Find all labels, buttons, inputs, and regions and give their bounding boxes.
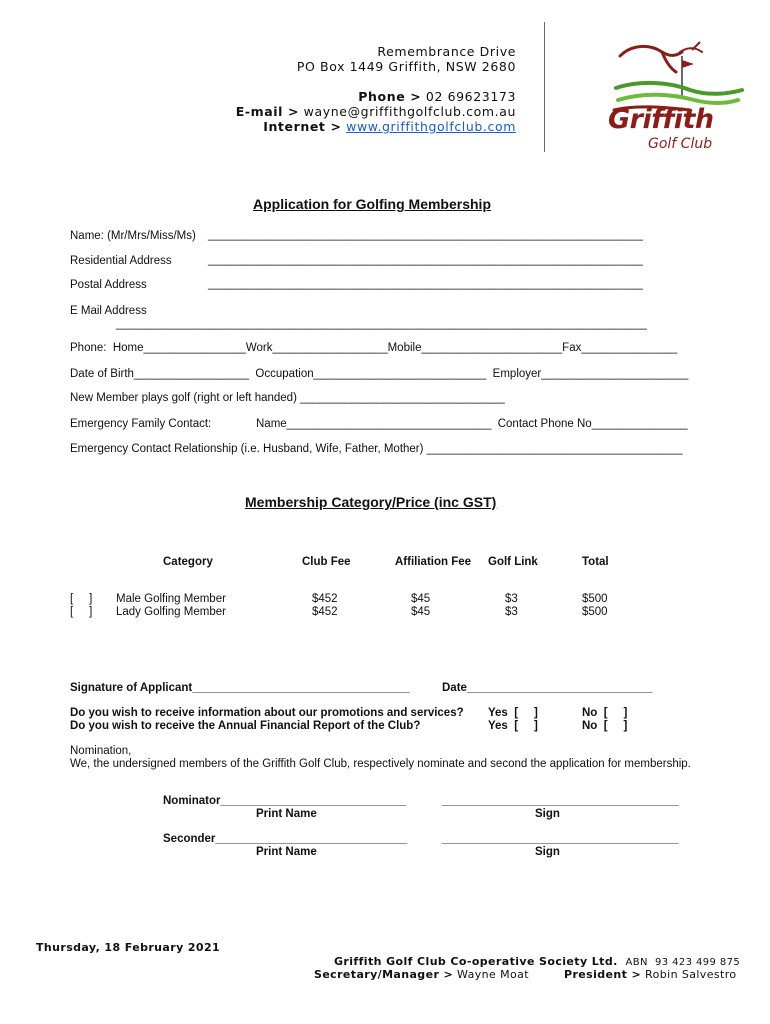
header-golf-link: Golf Link [488,556,538,568]
footer-org: Griffith Golf Club Co-operative Society Ltd. [334,955,618,968]
residential-label: Residential Address [70,255,172,267]
row-category: Male Golfing Member [116,593,226,605]
email-label: E-mail > [235,104,300,119]
nomination-text: We, the undersigned members of the Griffith Golf Club, respectively nominate and second the application for membership. [70,758,691,770]
internet-label: Internet > [263,119,342,134]
row-checkbox[interactable]: [ ] [70,593,93,605]
header-divider [544,22,545,152]
promotions-yes[interactable]: Yes [ ] [488,707,538,719]
row-golf-link: $3 [505,606,518,618]
logo-brand-text: Griffith [608,104,714,135]
email-line [236,104,516,119]
applicant-signature[interactable]: Signature of Applicant__________________________________ [70,682,410,694]
plays-golf-row[interactable]: New Member plays golf (right or left handed) ________________________________ [70,392,505,404]
email-label-field: E Mail Address [70,305,147,317]
postal-label: Postal Address [70,279,147,291]
seconder-sign-field[interactable]: _____________________________________ [442,833,679,845]
nomination-heading: Nomination, [70,745,132,757]
promotions-no[interactable]: No [ ] [582,707,628,719]
report-question: Do you wish to receive the Annual Financial Report of the Club? [70,720,421,732]
footer-date: Thursday, 18 February 2021 [36,941,221,954]
row-affiliation-fee: $45 [411,593,431,605]
date-field[interactable]: Date_____________________________ [442,682,653,694]
row-golf-link: $3 [505,593,518,605]
email-value[interactable]: wayne@griffithgolfclub.com.au [303,104,516,119]
email-field[interactable]: ___________________________________________________________________________________ [116,318,647,330]
nominator-sign-field[interactable]: _____________________________________ [442,795,679,807]
emergency-label: Emergency Family Contact: [70,418,212,430]
promotions-question: Do you wish to receive information about our promotions and services? [70,707,464,719]
internet-line [263,119,516,134]
row-club-fee: $452 [312,606,338,618]
row-category: Lady Golfing Member [116,606,226,618]
seconder-sign-label: Sign [535,846,560,858]
phone-value: 02 69623173 [425,89,516,104]
dob-row[interactable]: Date of Birth__________________ Occupation___________________________ Employer_______________________ [70,368,689,380]
footer-president-label: President > [564,968,642,981]
report-no[interactable]: No [ ] [582,720,628,732]
footer-abn: ABN 93 423 499 875 [625,957,741,968]
footer-secretary [314,968,529,981]
phone-row[interactable]: Phone: Home________________Work__________________Mobile______________________Fax_______________ [70,342,678,354]
emergency-name-row[interactable]: Name________________________________ Contact Phone No_______________ [256,418,688,430]
header-club-fee: Club Fee [302,556,351,568]
header-total: Total [582,556,609,568]
phone-line [358,89,516,104]
row-checkbox[interactable]: [ ] [70,606,93,618]
seconder-field[interactable]: Seconder______________________________ [163,833,408,845]
website-link[interactable]: www.griffithgolfclub.com [346,119,516,134]
nominator-sign-label: Sign [535,808,560,820]
row-total: $500 [582,593,608,605]
nominator-print-name-label: Print Name [256,808,317,820]
footer-org-line [334,955,740,968]
footer-secretary-label: Secretary/Manager > [314,968,454,981]
header-affiliation-fee: Affiliation Fee [395,556,472,568]
report-yes[interactable]: Yes [ ] [488,720,538,732]
name-label: Name: (Mr/Mrs/Miss/Ms) [70,230,196,242]
footer-secretary-name: Wayne Moat [457,968,529,981]
address-line-2: PO Box 1449 Griffith, NSW 2680 [296,59,516,74]
residential-field[interactable]: ____________________________________________________________________ [208,254,643,266]
row-total: $500 [582,606,608,618]
griffith-logo [604,26,744,156]
category-title: Membership Category/Price (inc GST) [245,494,497,510]
postal-field[interactable]: ____________________________________________________________________ [208,278,643,290]
name-field[interactable]: ____________________________________________________________________ [208,229,643,241]
phone-label: Phone > [358,89,422,104]
row-club-fee: $452 [312,593,338,605]
logo-sub-text: Golf Club [648,136,713,152]
address-line-1: Remembrance Drive [377,44,516,59]
relationship-row[interactable]: Emergency Contact Relationship (i.e. Husband, Wife, Father, Mother) ________________________________________ [70,443,683,455]
footer-president-name: Robin Salvestro [645,968,737,981]
header-category: Category [163,556,213,568]
form-title: Application for Golfing Membership [253,196,491,212]
footer-president [564,968,737,981]
seconder-print-name-label: Print Name [256,846,317,858]
nominator-field[interactable]: Nominator_____________________________ [163,795,406,807]
row-affiliation-fee: $45 [411,606,431,618]
